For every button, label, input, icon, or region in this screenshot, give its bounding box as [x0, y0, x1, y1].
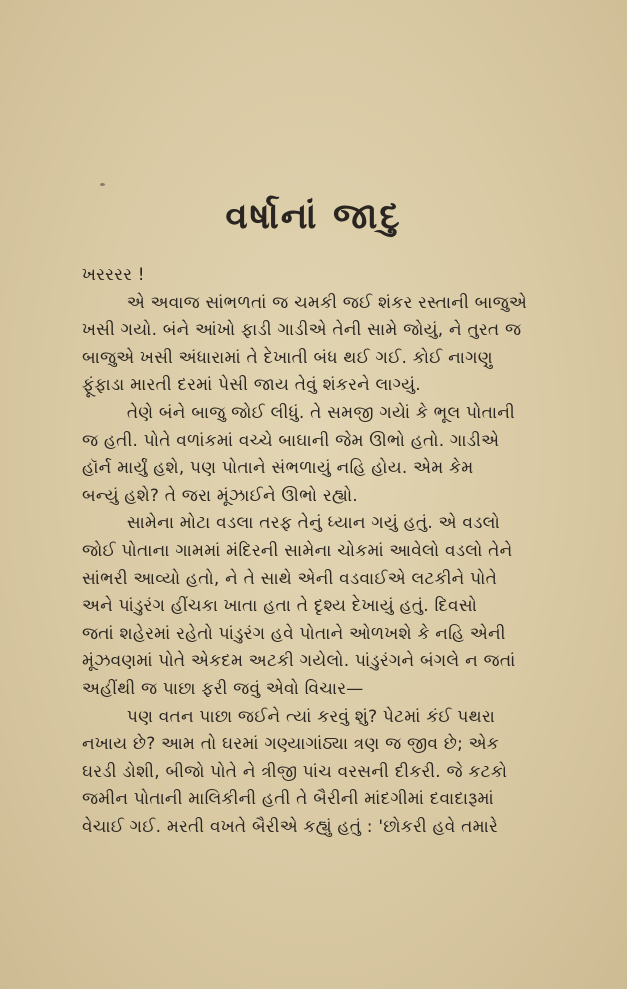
text-line: અહીંથી જ પાછા ફરી જવું એવો વિચાર—: [82, 678, 364, 699]
text-line: હૉર્ન માર્યું હશે, પણ પોતાને સંભળાયું નહિ હોય. એમ કેમ: [82, 458, 474, 479]
text-line: એ અવાજ સાંભળતાં જ ચમકી જઈ શંકર રસ્તાની બાજુએ: [82, 292, 528, 313]
chapter-title: વર્ષાનાં જાદુ: [225, 196, 402, 237]
text-line: નખાય છે? આમ તો ઘરમાં ગણ્યાગાંઠ્યા ત્રણ જ જીવ છે; એક: [82, 734, 499, 755]
text-line: જતાં શહેરમાં રહેતો પાંડુરંગ હવે પોતાને ઓળખશે કે નહિ એની: [82, 623, 506, 644]
text-line: મૂંઝવણમાં પોતે એકદમ અટકી ગયેલો. પાંડુરંગને બંગલે ન જતાં: [82, 651, 516, 672]
body-text: [82, 262, 582, 841]
text-line: સામેના મોટા વડલા તરફ તેનું ધ્યાન ગયું હતું. એ વડલો: [82, 513, 500, 534]
text-line: બન્યું હશે? તે જરા મૂંઝાઈને ઊભો રહ્યો.: [82, 485, 358, 506]
text-line: વેચાઈ ગઈ. મરતી વખતે બૈરીએ કહ્યું હતું : 'છોકરી હવે તમારે: [82, 816, 498, 837]
text-line: ઘરડી ડોશી, બીજો પોતે ને ત્રીજી પાંચ વરસની દીકરી. જે કટકો: [82, 761, 508, 782]
text-line: પણ વતન પાછા જઈને ત્યાં કરવું શું? પેટમાં કંઈ પથરા: [82, 706, 495, 727]
text-line: બાજુએ ખસી અંધારામાં તે દેખાતી બંધ થઈ ગઈ. કોઈ નાગણુ: [82, 347, 493, 368]
text-line: સાંભરી આવ્યો હતો, ને તે સાથે એની વડવાઈએ લટકીને પોતે: [82, 568, 498, 589]
text-line: ખસી ગયો. બંને આંખો ફાડી ગાડીએ તેની સામે જોયું, ને તુરત જ: [82, 320, 522, 341]
text-line: જમીન પોતાની માલિકીની હતી તે બૈરીની માંદગીમાં દવાદારૂમાં: [82, 789, 494, 810]
text-line: જ હતી. પોતે વળાંકમાં વચ્ચે બાઘાની જેમ ઊભો હતો. ગાડીએ: [82, 430, 500, 451]
text-line: ફૂંફાડા મારતી દરમાં પેસી જાય તેવું શંકરને લાગ્યું.: [82, 375, 421, 396]
text-line: અને પાંડુરંગ હીંચકા ખાતા હતા તે દૃશ્ય દેખાયું હતું. દિવસો: [82, 596, 478, 617]
text-line: ખરરરર !: [82, 265, 145, 285]
text-line: તેણે બંને બાજુ જોઈ લીધું. તે સમજી ગયેાં કે ભૂલ પોતાની: [82, 402, 515, 423]
paper-speck: [100, 183, 105, 186]
text-line: જોઈ પોતાના ગામમાં મંદિરની સામેના ચોકમાં આવેલો વડલો તેને: [82, 540, 513, 561]
